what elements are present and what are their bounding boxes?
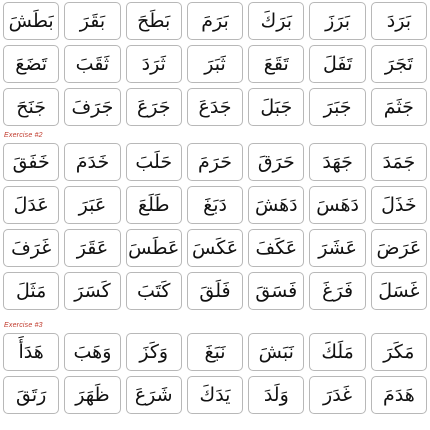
arabic-word: خَذَلَ [381,193,417,216]
arabic-word: تَجَرَ [384,52,413,75]
word-cell [3,143,59,181]
arabic-word: جَرَفَ [71,95,114,118]
arabic-word: غَدَرَ [323,383,353,406]
arabic-word: بَقَرَ [79,9,106,32]
arabic-word: مَثَلَ [16,279,47,302]
arabic-word: نَبَشَ [258,340,294,363]
word-cell [371,143,427,181]
arabic-word: عَبَرَ [78,193,107,216]
arabic-word: دَهَسَ [316,193,359,216]
arabic-word: يَدَكَ [199,383,231,406]
word-cell [187,272,243,310]
arabic-word: هَدَمَ [382,383,415,406]
arabic-word: جَثَمَ [383,95,414,118]
word-cell [371,229,427,267]
word-cell [371,376,427,414]
arabic-word: عَكَفَ [255,236,298,259]
arabic-word: جَدَعَ [198,95,232,118]
word-cell [371,2,427,40]
exercise-2-label: Exercise #2 [4,132,43,139]
word-cell [309,229,365,267]
word-cell [371,45,427,83]
arabic-word: دَبَغَ [203,193,227,216]
word-cell [64,272,120,310]
word-cell [3,2,59,40]
arabic-word: جَبَلَ [260,95,293,118]
word-cell [309,186,365,224]
arabic-word: حَرَقَ [257,150,295,173]
word-cell [126,88,182,126]
arabic-word: جَبَرَ [323,95,352,118]
word-cell [309,45,365,83]
word-cell [248,186,304,224]
word-cell [371,333,427,371]
arabic-word: عَقَرَ [76,236,109,259]
word-cell [126,229,182,267]
arabic-word: ثَقَبَ [75,52,110,75]
arabic-word: جَهَدَ [322,150,353,173]
word-cell [64,229,120,267]
word-cell [126,376,182,414]
arabic-word: هَدَأَ [18,340,44,363]
word-cell [248,229,304,267]
arabic-word: طَلَعَ [137,193,170,216]
arabic-word: مَلَكَ [321,340,354,363]
word-cell [309,88,365,126]
arabic-word: بَرَكَ [260,9,293,32]
arabic-word: عَرَضَ [376,236,422,259]
arabic-word: فَسَقَ [255,279,298,302]
arabic-word: بَرَزَ [325,9,351,32]
word-cell [187,229,243,267]
word-cell [126,143,182,181]
arabic-word: جَمَدَ [382,150,416,173]
exercise-2-grid [0,143,430,310]
arabic-word: جَنَحَ [16,95,47,118]
word-cell [248,2,304,40]
arabic-word: عَطَسَ [128,236,180,259]
arabic-word: بَطَحَ [137,9,171,32]
arabic-word: فَلَقَ [199,279,231,302]
arabic-word: خَفَقَ [12,150,50,173]
exercise-3-grid [0,333,430,414]
word-cell [3,272,59,310]
word-cell [64,186,120,224]
word-cell [3,376,59,414]
word-cell [187,376,243,414]
word-cell [248,376,304,414]
arabic-word: وَهَبَ [73,340,112,363]
word-cell [187,45,243,83]
word-cell [187,143,243,181]
word-cell [248,272,304,310]
word-cell [309,2,365,40]
word-cell [126,333,182,371]
word-cell [187,2,243,40]
arabic-word: ظَهَرَ [75,383,110,406]
word-cell [126,45,182,83]
arabic-word: وَكَزَ [139,340,169,363]
word-cell [64,45,120,83]
arabic-word: تَقَعَ [263,52,289,75]
word-cell [371,88,427,126]
word-cell [3,88,59,126]
arabic-word: مَكَرَ [383,340,415,363]
arabic-word: تَضَعَ [15,52,48,75]
word-cell [187,186,243,224]
arabic-word: ثَرَدَ [141,52,166,75]
arabic-word: خَدَمَ [75,150,110,173]
word-cell [126,272,182,310]
word-cell [64,143,120,181]
word-cell [309,376,365,414]
word-cell [3,333,59,371]
word-cell [126,186,182,224]
arabic-word: فَرَغَ [322,279,354,302]
word-cell [187,88,243,126]
word-cell [3,229,59,267]
word-cell [309,143,365,181]
word-cell [248,333,304,371]
arabic-word: عَشَرَ [318,236,357,259]
word-cell [371,186,427,224]
arabic-word: جَرَعَ [136,95,171,118]
word-cell [371,272,427,310]
word-cell [309,333,365,371]
arabic-word: عَدَلَ [13,193,49,216]
word-cell [248,88,304,126]
arabic-word: حَرَمَ [198,150,233,173]
arabic-word: نَبَغَ [204,340,226,363]
arabic-word: شَرَعَ [134,383,173,406]
word-cell [64,88,120,126]
word-cell [187,333,243,371]
arabic-word: ثَبَرَ [204,52,226,75]
arabic-word: رَتَقَ [16,383,47,406]
arabic-word: عَكَسَ [191,236,239,259]
arabic-word: غَرَفَ [11,236,52,259]
arabic-word: بَرَمَ [201,9,229,32]
word-cell [126,2,182,40]
arabic-word: وَلَدَ [263,383,289,406]
arabic-word: دَهَشَ [254,193,298,216]
word-cell [3,45,59,83]
word-cell [248,143,304,181]
arabic-word: تَفَلَ [322,52,353,75]
arabic-word: بَرَدَ [386,9,411,32]
exercise-1-grid [0,2,430,126]
word-cell [64,376,120,414]
arabic-word: حَلَبَ [135,150,173,173]
word-cell [3,186,59,224]
arabic-word: كَسَرَ [74,279,111,302]
word-cell [248,45,304,83]
arabic-word: غَسَلَ [378,279,420,302]
arabic-word: كَتَبَ [137,279,171,302]
word-cell [309,272,365,310]
arabic-word: بَطَشَ [8,9,54,32]
word-cell [64,333,120,371]
exercise-3-label: Exercise #3 [4,322,43,329]
word-cell [64,2,120,40]
